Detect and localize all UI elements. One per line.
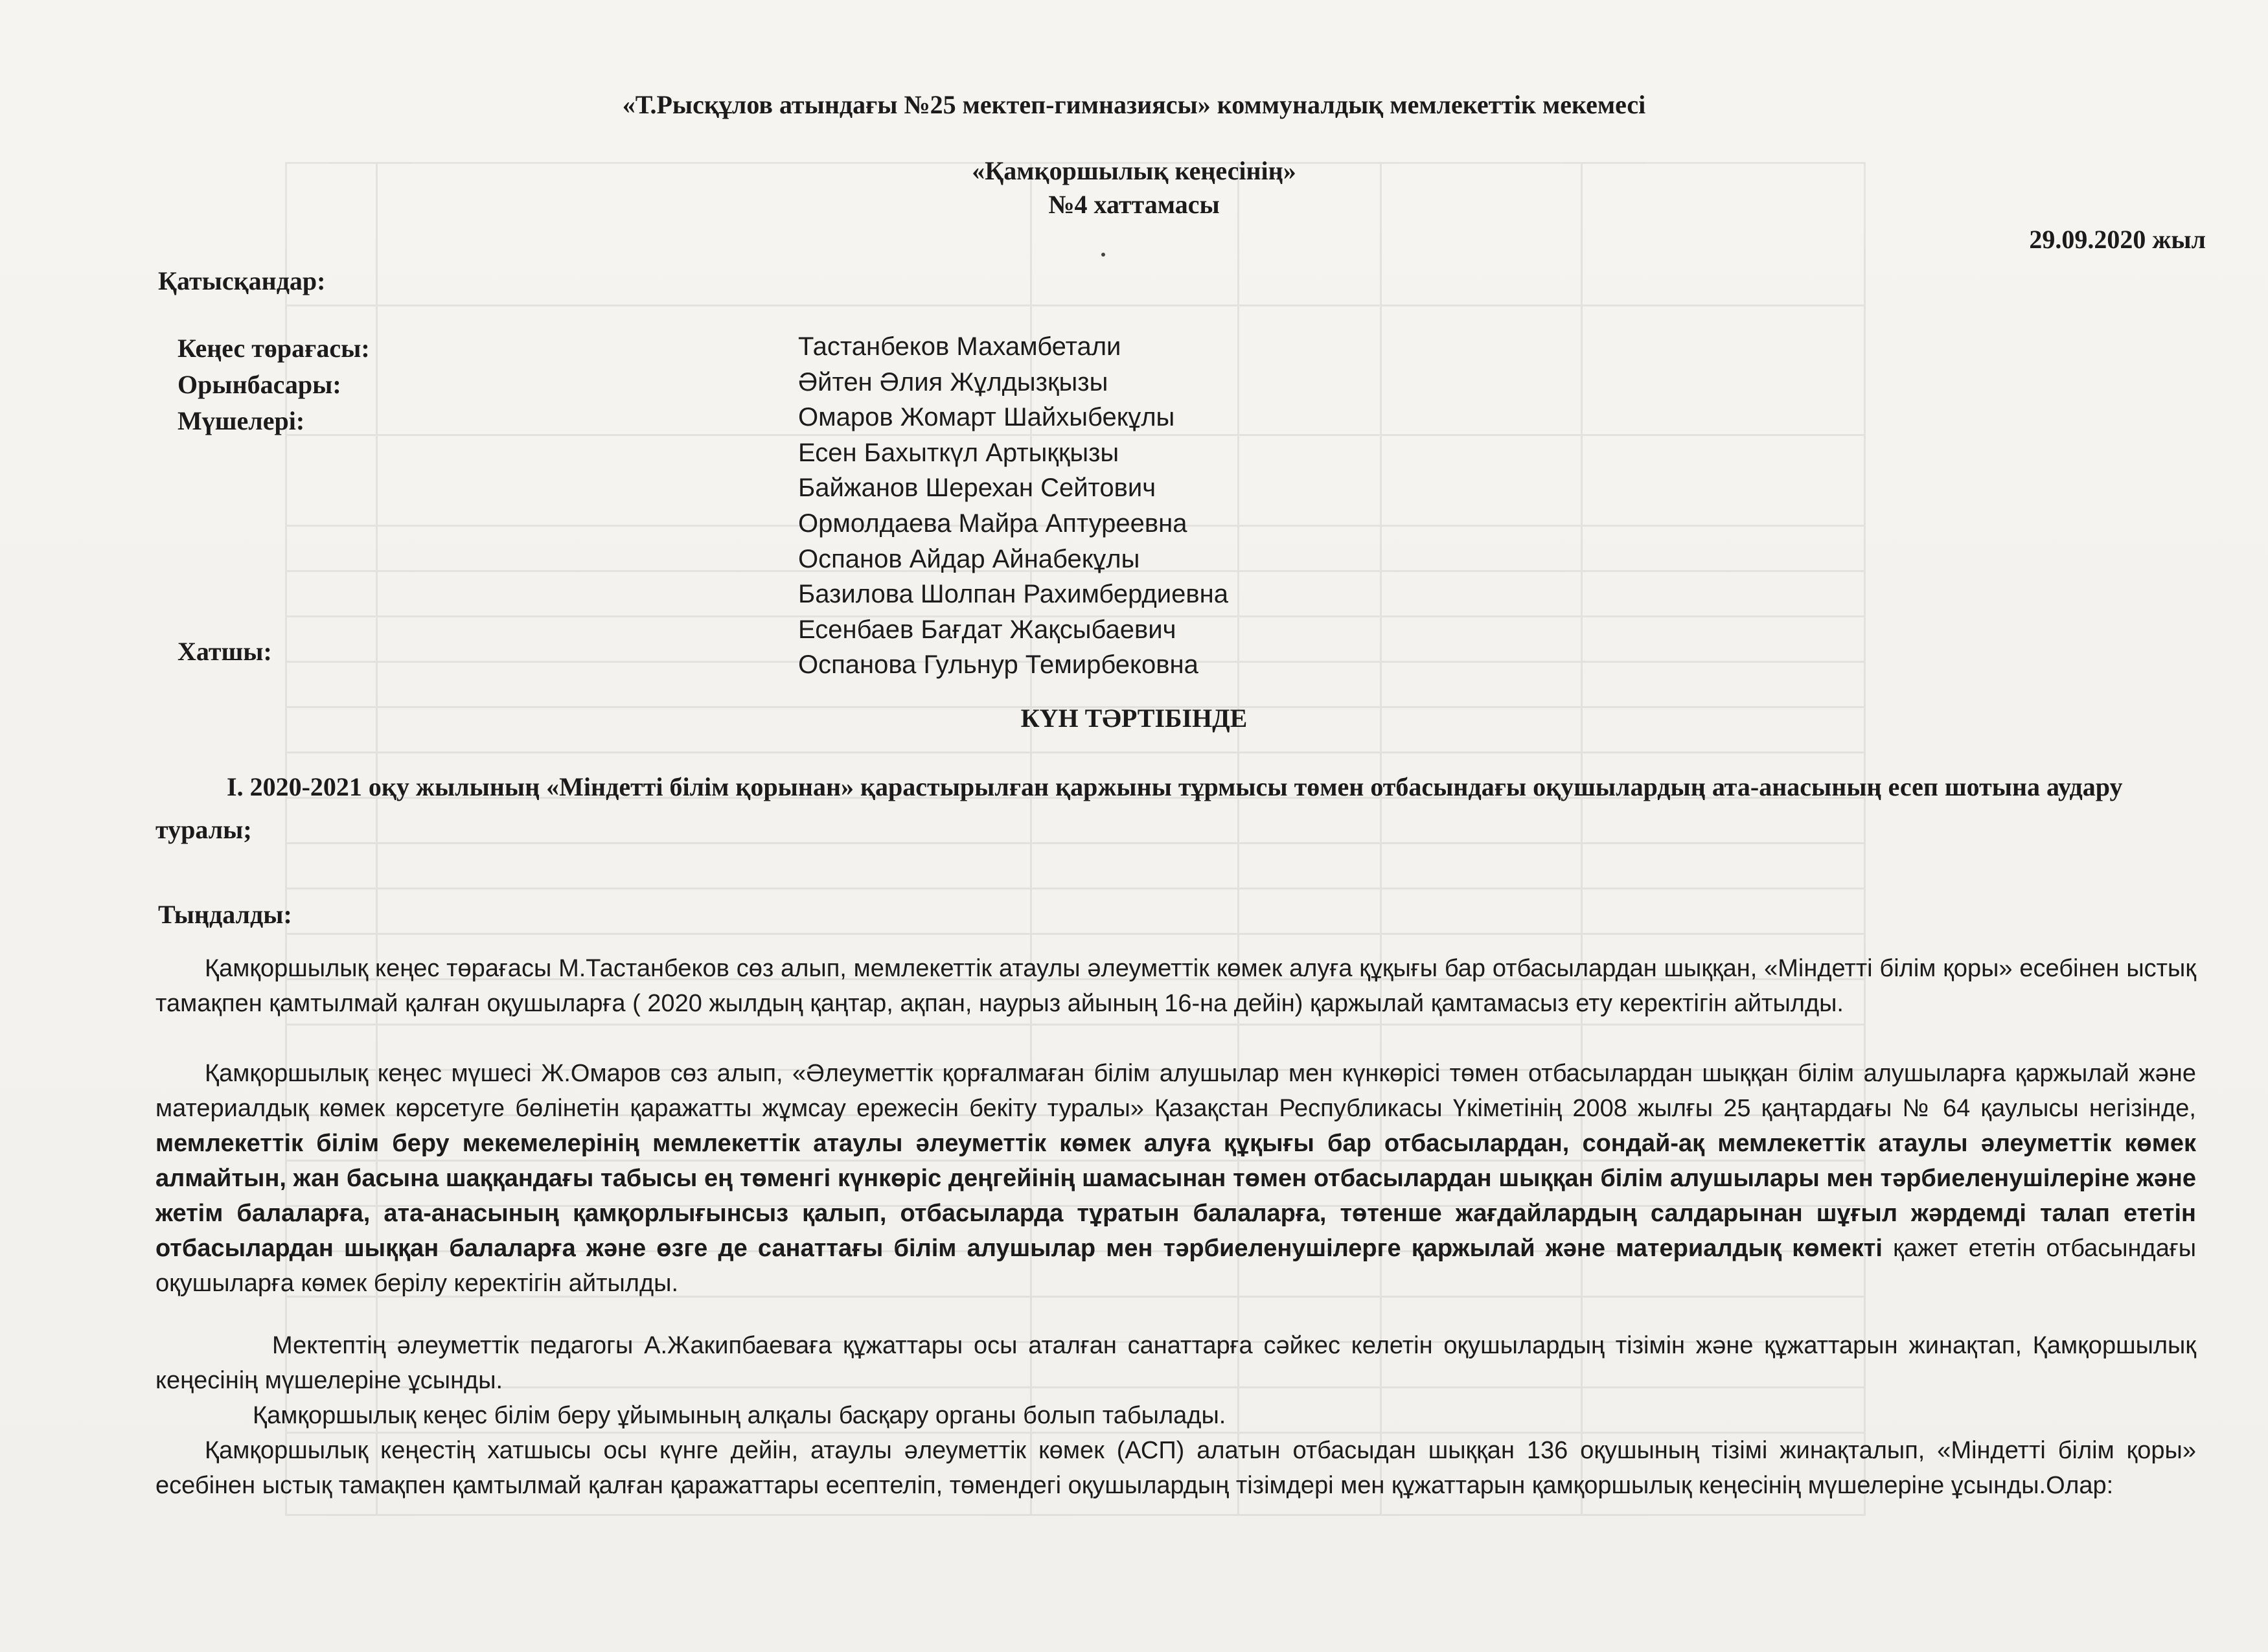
heard-label: Тыңдалды: [158,900,292,929]
roles-column [178,330,370,439]
participant-name: Оспанов Айдар Айнабекұлы [798,544,1140,573]
paragraph-secretary: Қамқоршылық кеңестің хатшысы осы күнге дейін, атаулы әлеуметтік көмек (АСП) алатын отбасыдан шыққан 136 оқушының тізімі жинақталып, «Міндетті білім қоры» есебінен ыстық тамақпен қамтылмай қалған қаражаттары есептеліп, төмендегі оқушылардың тізімдері мен құжаттарын қамқоршылық кеңесінің мүшелеріне ұсынды.Олар: [155,1437,2196,1499]
paragraph-member-speech [155,1056,2196,1301]
role-chair: Кеңес төрағасы: [178,334,370,363]
ghost-row [285,1024,1866,1026]
council-title: «Қамқоршылық кеңесінің» [972,156,1296,185]
participant-name: Есенбаев Бағдат Жақсыбаевич [798,615,1176,644]
ghost-row [285,751,1866,753]
p2-end: қажет ететін отбасындағы оқушыларға көмек берілу керектігін айтылды. [155,1235,2197,1297]
ghost-row [285,304,1866,306]
participant-name: Есен Бахыткүл Артыққызы [798,438,1119,467]
p2-start: Қамқоршылық кеңес мүшесі Ж.Омаров сөз алып, «Әлеуметтік қорғалмаған білім алушылар мен күнкөрісі төмен отбасылардан шыққан білім алушыларға қаржылай және материалдық көмек көрсетуге бөлінетін қаражатты жұмсау ережесін бекіту туралы» Қазақстан Республикасы Үкіметінің 2008 жылғы 25 қаңтардағы № 64 қаулысы негізінде, [155,1060,2196,1122]
participant-name: Әйтен Әлия Жұлдызқызы [798,367,1108,396]
paragraph-chair-speech: Қамқоршылық кеңес төрағасы М.Тастанбеков сөз алып, мемлекеттік атаулы әлеуметтік көмек алуға құқығы бар отбасылардан шыққан, «Міндетті білім қоры» есебінен ыстық тамақпен қамтылмай қалған оқушыларға ( 2020 жылдың қаңтар, ақпан, наурыз айының 16-на дейін) қаржылай қамтамасыз ету керектігін айтылды. [155,955,2196,1017]
participant-name: Базилова Шолпан Рахимбердиевна [798,580,1228,609]
paragraph-social-pedagogue: Мектептің әлеуметтік педагогы А.Жакипбаеваға құжаттары осы аталған санаттарға сәйкес келетін оқушылардың тізімін және құжаттарын жинақтап, Қамқоршылық кеңесінің мүшелеріне ұсынды. [155,1332,2196,1394]
agenda-item: I. 2020-2021 оқу жылының «Міндетті білім қорынан» қарастырылған қаржыны тұрмысы төмен отбасындағы оқушылардың ата-анасының есеп шотына аудару туралы; [155,772,2123,844]
role-secretary: Хатшы: [178,637,272,666]
role-members: Мүшелері: [178,406,305,435]
role-deputy: Орынбасары: [178,370,341,399]
agenda-title: КҮН ТӘРТІБІНДЕ [1020,704,1248,733]
org-title: «Т.Рысқұлов атындағы №25 мектеп-гимназиясы» коммуналдық мемлекеттік мекемесі [622,90,1646,119]
ink-dot [1101,253,1105,257]
participant-name: Омаров Жомарт Шайхыбекұлы [798,403,1175,432]
participant-names [798,329,1228,683]
participant-name: Ормолдаева Майра Аптуреевна [798,509,1187,538]
paragraph-council-role: Қамқоршылық кеңес білім беру ұйымының алқалы басқару органы болып табылады. [253,1402,1226,1429]
participant-name: Байжанов Шерехан Сейтович [798,474,1156,503]
participants-label: Қатысқандар: [158,266,326,295]
protocol-number: №4 хаттамасы [1048,190,1220,219]
p2-bold: мемлекеттік білім беру мекемелерінің мемлекеттік атаулы әлеуметтік көмек алуға құқығы бар отбасылардан, сондай-ақ мемлекеттік атаулы әлеуметтік көмек алмайтын, жан басына шаққандағы табысы ең төменгі күнкөріс деңгейінің шамасынан төмен отбасылардан шыққан білім алушылары мен тәрбиеленушілеріне және жетім балаларға, ата-анасының қамқорлығынсыз қалып, отбасыларда тұратын балаларға, төтенше жағдайлардың салдарынан шұғыл жәрдемді талап ететін отбасылардан шыққан балаларға және өзге де санаттағы білім алушылар мен тәрбиеленушілерге қаржылай және материалдық көмекті [155,1130,2196,1262]
ghost-row [285,933,1866,935]
ghost-row [285,888,1866,889]
protocol-date: 29.09.2020 жыл [2029,225,2206,254]
participant-name: Тастанбеков Махамбетали [798,332,1121,361]
participant-name: Оспанова Гульнур Темирбековна [798,650,1198,680]
